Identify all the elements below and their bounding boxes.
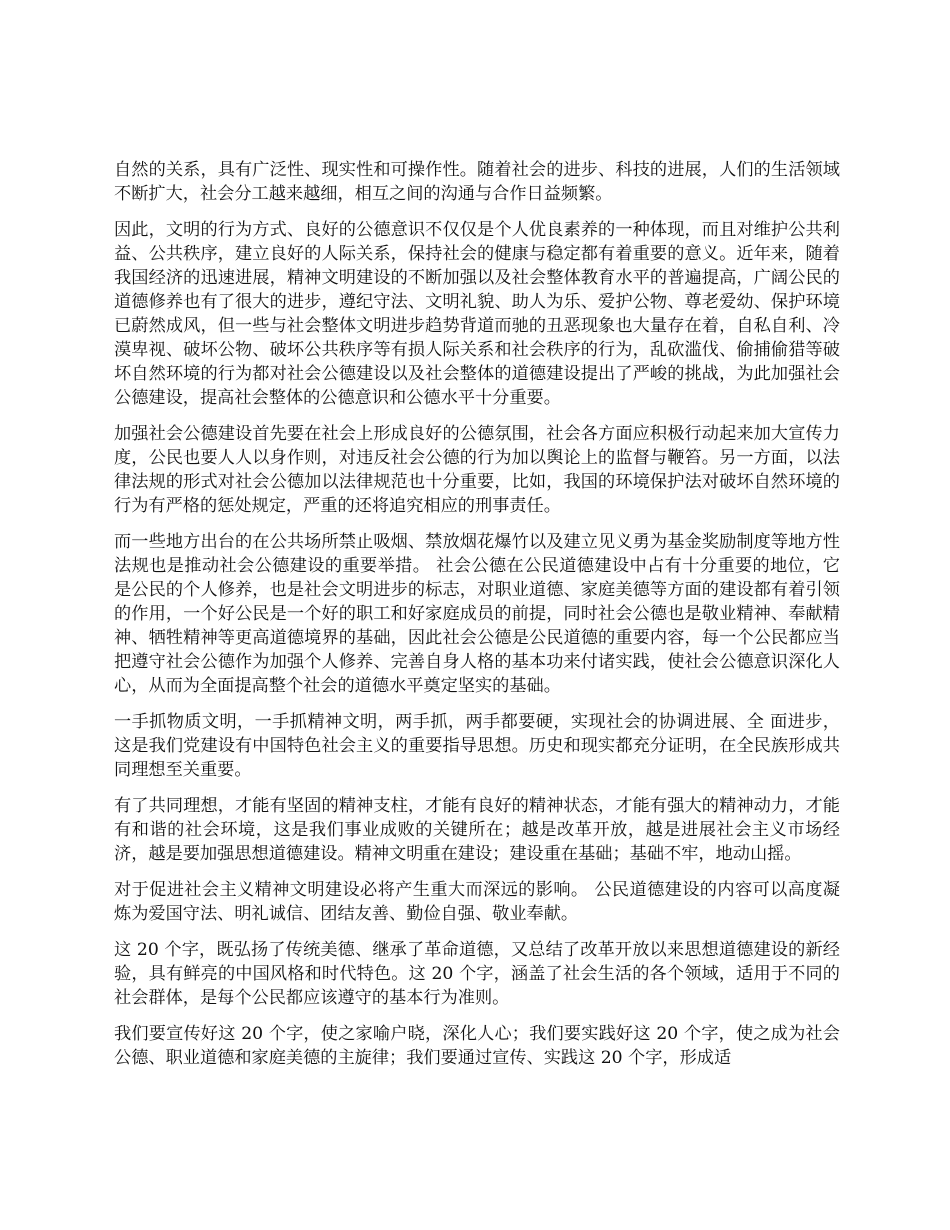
- paragraph-4: 而一些地方出台的在公共场所禁止吸烟、禁放烟花爆竹以及建立见义勇为基金奖励制度等地方性法规也是推动社会公德建设的重要举措。 社会公德在公民道德建设中占有十分重要的地位，它是公民的个人修养，也是社会文明进步的标志，对职业道德、家庭美德等方面的建设都有着引领的作用，一个好公民是一个好的职工和好家庭成员的前提，同时社会公德也是敬业精神、奉献精神、牺牲精神等更高道德境界的基础，因此社会公德是公民道德的重要内容，每一个公民都应当把遵守社会公德作为加强个人修养、完善自身人格的基本功来付诸实践，使社会公德意识深化人心，从而为全面提高整个社会的道德水平奠定坚实的基础。: [114, 532, 840, 696]
- paragraph-3: 加强社会公德建设首先要在社会上形成良好的公德氛围，社会各方面应积极行动起来加大宣传力度，公民也要人人以身作则，对违反社会公德的行为加以舆论上的监督与鞭笞。另一方面，以法律法规的形式对社会公德加以法律规范也十分重要，比如，我国的环境保护法对破坏自然环境的行为有严格的惩处规定，严重的还将追究相应的刑事责任。: [114, 424, 840, 516]
- paragraph-9: 我们要宣传好这 20 个字，使之家喻户晓，深化人心；我们要实践好这 20 个字，使之成为社会公德、职业道德和家庭美德的主旋律；我们要通过宣传、实践这 20 个字，形成适: [114, 1024, 840, 1068]
- paragraph-6: 有了共同理想，才能有坚固的精神支柱，才能有良好的精神状态，才能有强大的精神动力，才能有和谐的社会环境，这是我们事业成败的关键所在；越是改革开放，越是进展社会主义市场经济，越是要加强思想道德建设。精神文明重在建设；建设重在基础；基础不牢，地动山摇。: [114, 796, 840, 864]
- paragraph-1: 自然的关系，具有广泛性、现实性和可操作性。随着社会的进步、科技的进展，人们的生活领域不断扩大，社会分工越来越细，相互之间的沟通与合作日益频繁。: [114, 160, 840, 204]
- paragraph-5: 一手抓物质文明，一手抓精神文明，两手抓，两手都要硬，实现社会的协调进展、全 面进步，这是我们党建设有中国特色社会主义的重要指导思想。历史和现实都充分证明，在全民族形成共同理想至关重要。: [114, 712, 840, 780]
- paragraph-7: 对于促进社会主义精神文明建设必将产生重大而深远的影响。 公民道德建设的内容可以高度凝炼为爱国守法、明礼诚信、团结友善、勤俭自强、敬业奉献。: [114, 880, 840, 924]
- document-page: [114, 158, 840, 1082]
- paragraph-2: 因此，文明的行为方式、良好的公德意识不仅仅是个人优良素养的一种体现，而且对维护公共利益、公共秩序，建立良好的人际关系，保持社会的健康与稳定都有着重要的意义。近年来，随着我国经济的迅速进展，精神文明建设的不断加强以及社会整体教育水平的普遍提高，广阔公民的道德修养也有了很大的进步，遵纪守法、文明礼貌、助人为乐、爱护公物、尊老爱幼、保护环境已蔚然成风，但一些与社会整体文明进步趋势背道而驰的丑恶现象也大量存在着，自私自利、冷漠卑视、破坏公物、破坏公共秩序等有损人际关系和社会秩序的行为，乱砍滥伐、偷捕偷猎等破坏自然环境的行为都对社会公德建设以及社会整体的道德建设提出了严峻的挑战，为此加强社会公德建设，提高社会整体的公德意识和公德水平十分重要。: [114, 220, 840, 408]
- paragraph-8: 这 20 个字，既弘扬了传统美德、继承了革命道德，又总结了改革开放以来思想道德建设的新经验，具有鲜亮的中国风格和时代特色。这 20 个字，涵盖了社会生活的各个领域，适用于不同的社会群体，是每个公民都应该遵守的基本行为准则。: [114, 940, 840, 1008]
